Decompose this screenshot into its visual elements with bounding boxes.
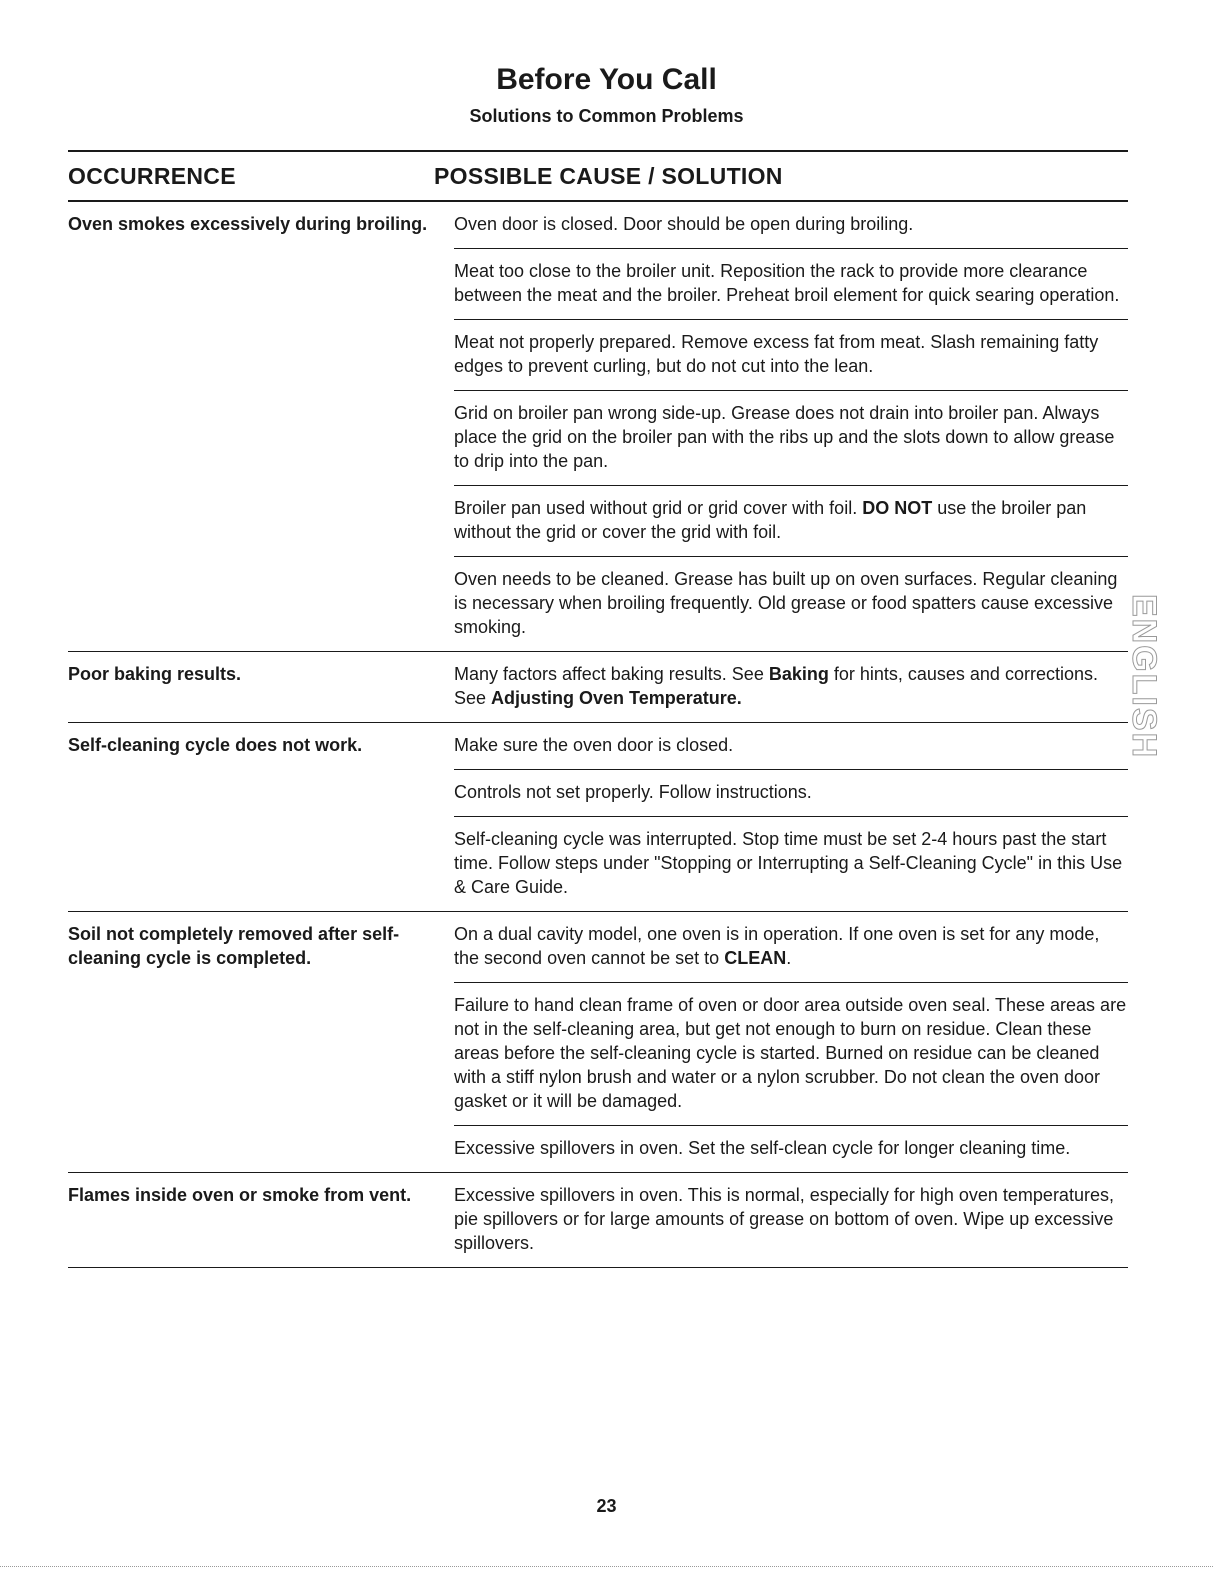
page-header: [0, 60, 1213, 128]
occurrence-cell: Flames inside oven or smoke from vent.: [68, 1185, 412, 1205]
solutions-cell: [454, 1173, 1128, 1267]
solution-item: [454, 912, 1128, 982]
solution-item: Oven needs to be cleaned. Grease has built up on oven surfaces. Regular cleaning is necessary when broiling frequently. Old grease or food spatters cause excessive smoking.: [454, 556, 1128, 651]
solution-item: Oven door is closed. Door should be open during broiling.: [454, 214, 914, 234]
solutions-cell: [454, 723, 1128, 911]
solution-item: Meat too close to the broiler unit. Reposition the rack to provide more clearance between the meat and the broiler. Preheat broil element for quick searing operation.: [454, 248, 1128, 319]
table-row: [68, 652, 1128, 723]
solution-text: Broiler pan used without grid or grid cover with foil.: [454, 498, 863, 518]
solution-item: Excessive spillovers in oven. This is normal, especially for high oven temperatures, pie spillovers or for large amounts of grease on bottom of oven. Wipe up excessive spillovers.: [454, 1185, 1114, 1253]
solutions-cell: [454, 912, 1128, 1172]
solution-text: for hints, causes and corrections. See: [454, 664, 1098, 708]
page-number: 23: [596, 1496, 617, 1516]
solution-item: Grid on broiler pan wrong side-up. Grease does not drain into broiler pan. Always place the grid on the broiler pan with the ribs up and the slots down to allow grease to drip into the pan.: [454, 390, 1128, 485]
solution-item: Excessive spillovers in oven. Set the self-clean cycle for longer cleaning time.: [454, 1125, 1128, 1172]
solution-item: Make sure the oven door is closed.: [454, 735, 734, 755]
occurrence-cell: Oven smokes excessively during broiling.: [68, 214, 428, 234]
occurrence-cell: Self-cleaning cycle does not work.: [68, 735, 363, 755]
solution-text: Many factors affect baking results. See: [454, 664, 769, 684]
solution-text: On a dual cavity model, one oven is in operation. If one oven is set for any mode, the second oven cannot be set to: [454, 924, 1100, 968]
table-row: [68, 202, 1128, 652]
table-header: [68, 150, 1128, 202]
emphasis-text: DO NOT: [862, 498, 933, 518]
solution-item: [454, 652, 1128, 722]
page-subtitle: Solutions to Common Problems: [469, 106, 744, 126]
language-tab: ENGLISH: [1125, 594, 1163, 760]
page-title: Before You Call: [496, 63, 717, 96]
solution-item: Self-cleaning cycle was interrupted. Stop time must be set 2-4 hours past the start time. Follow steps under "Stopping or Interrupting a Self-Cleaning Cycle" in this Use & Care Guide.: [454, 816, 1128, 911]
emphasis-text: CLEAN: [724, 948, 787, 968]
emphasis-text: Adjusting Oven Temperature.: [491, 688, 742, 708]
emphasis-text: Baking: [768, 664, 829, 684]
occurrence-cell: Soil not completely removed after self-cleaning cycle is completed.: [68, 924, 400, 968]
solution-text: .: [786, 948, 792, 968]
table-row: [68, 1173, 1128, 1268]
occurrence-cell: Poor baking results.: [68, 664, 242, 684]
troubleshooting-table: [68, 150, 1128, 1268]
solution-item: Controls not set properly. Follow instructions.: [454, 769, 1128, 816]
solutions-cell: [454, 652, 1128, 722]
table-row: [68, 723, 1128, 912]
table-row: [68, 912, 1128, 1173]
occurrence-column-header: OCCURRENCE: [68, 162, 236, 189]
solution-text: use the broiler pan without the grid or cover the grid with foil.: [454, 498, 1087, 542]
solution-item: Failure to hand clean frame of oven or door area outside oven seal. These areas are not in the self-cleaning area, but get not enough to burn on residue. Clean these areas before the self-cleaning cycle is started. Burned on residue can be cleaned with a stiff nylon brush and water or a nylon scrubber. Do not clean the oven door gasket or it will be damaged.: [454, 982, 1128, 1125]
table-body: [68, 202, 1128, 1268]
solution-item: Meat not properly prepared. Remove excess fat from meat. Slash remaining fatty edges to prevent curling, but do not cut into the lean.: [454, 319, 1128, 390]
solution-item: [454, 485, 1128, 556]
solution-column-header: POSSIBLE CAUSE / SOLUTION: [434, 162, 783, 189]
solutions-cell: [454, 202, 1128, 651]
bottom-rule: [0, 1566, 1213, 1567]
